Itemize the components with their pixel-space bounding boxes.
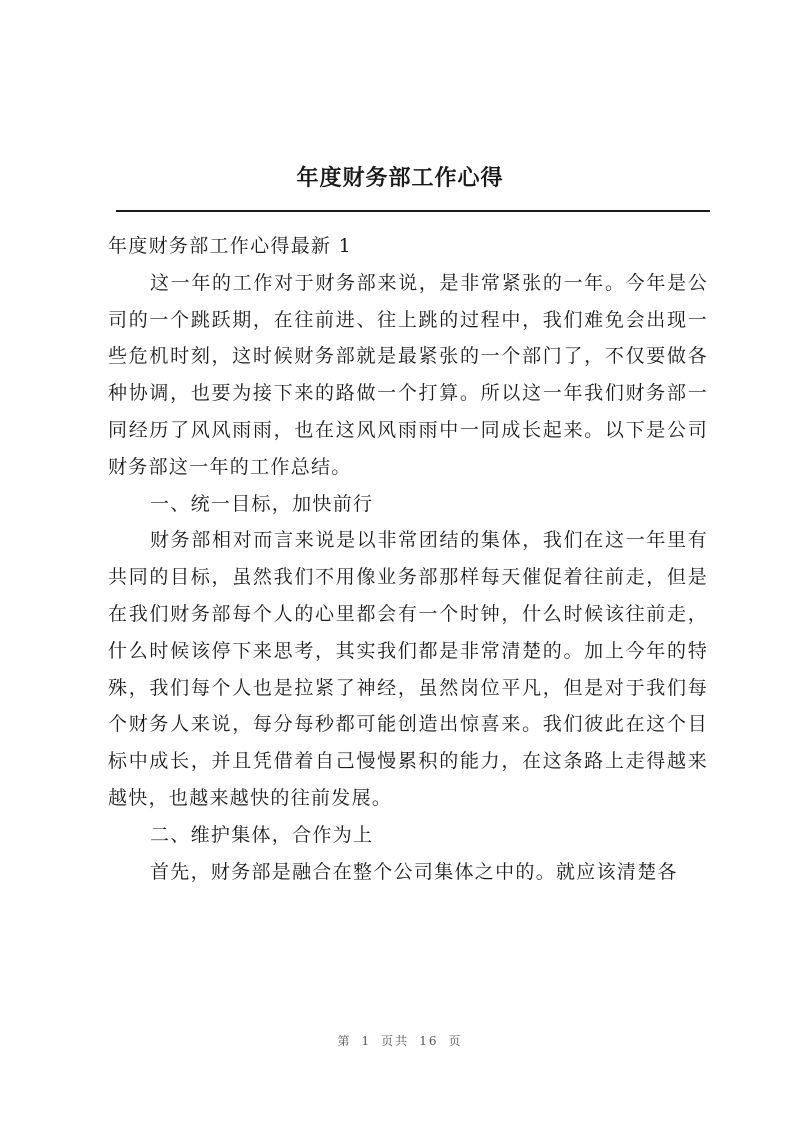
title-divider	[116, 210, 710, 212]
footer-total-pages: 16	[419, 1034, 439, 1048]
footer-current-page: 1	[361, 1034, 372, 1048]
footer-prefix: 第	[337, 1034, 352, 1048]
subheading-two: 二、维护集体，合作为上	[150, 823, 374, 846]
page-title: 年度财务部工作心得	[296, 165, 504, 191]
paragraph-goals: 财务部相对而言来说是以非常团结的集体，我们在这一年里有共同的目标，虽然我们不用像业务部那样每天催促着往前走，但是在我们财务部每个人的心里都会有一个时钟，什么时候该往前走，什么时候该停下来思考，其实我们都是非常清楚的。加上今年的特殊，我们每个人也是拉紧了神经，虽然岗位平凡，但是对于我们每个财务人来说，每分每秒都可能创造出惊喜来。我们彼此在这个目标中成长，并且凭借着自己慢慢累积的能力，在这条路上走得越来越快，也越来越快的往前发展。	[108, 529, 708, 809]
paragraph-intro: 这一年的工作对于财务部来说，是非常紧张的一年。今年是公司的一个跳跃期，在往前进、往上跳的过程中，我们难免会出现一些危机时刻，这时候财务部就是最紧张的一个部门了，不仅要做各种协调，也要为接下来的路做一个打算。所以这一年我们财务部一同经历了风风雨雨，也在这风风雨雨中一同成长起来。以下是公司财务部这一年的工作总结。	[108, 271, 708, 478]
page-footer	[0, 1032, 800, 1050]
footer-suffix: 页	[448, 1034, 463, 1048]
subheading-one: 一、统一目标，加快前行	[150, 492, 374, 515]
section-heading: 年度财务部工作心得最新 1	[108, 235, 353, 257]
document-body	[108, 228, 708, 890]
footer-middle: 页共	[381, 1034, 410, 1048]
paragraph-collective: 首先，财务部是融合在整个公司集体之中的。就应该清楚各	[150, 860, 678, 883]
